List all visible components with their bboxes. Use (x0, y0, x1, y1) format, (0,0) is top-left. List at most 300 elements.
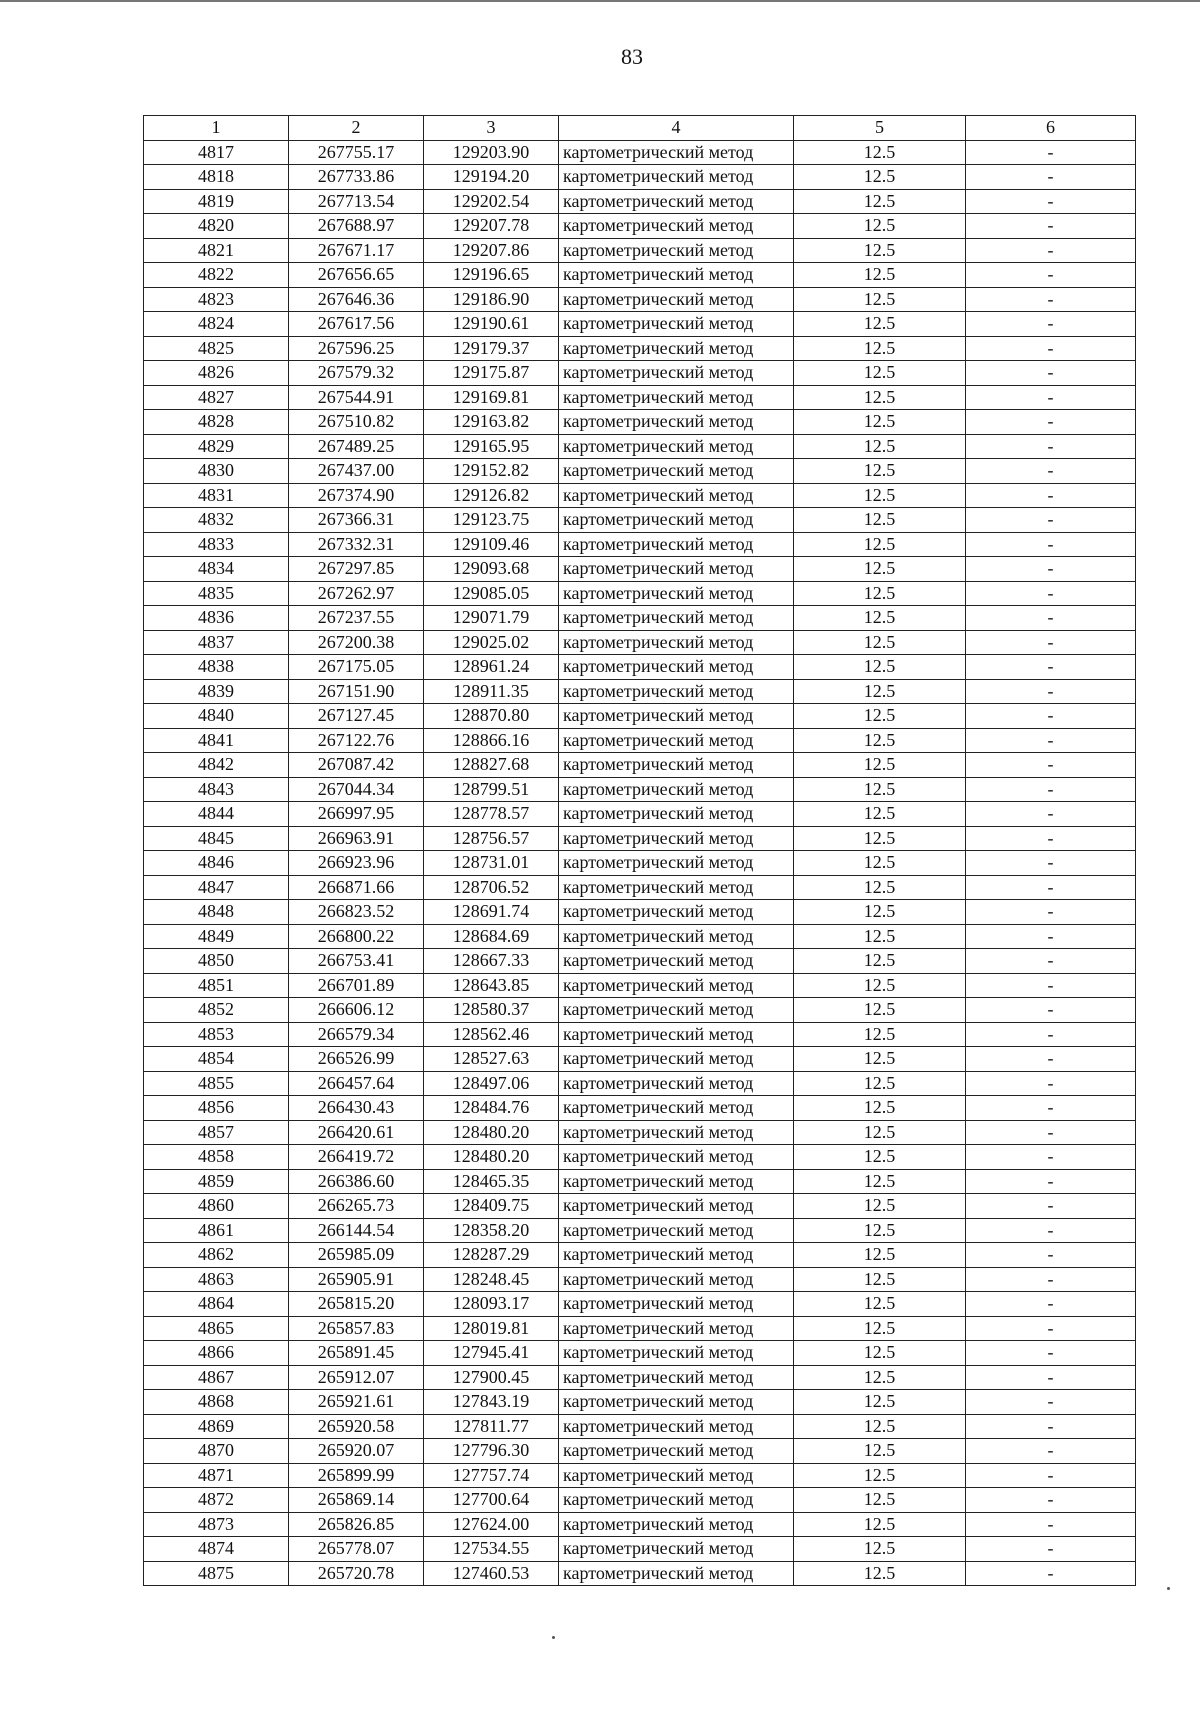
accuracy-cell: 12.5 (794, 1047, 966, 1072)
method-cell: картометрический метод (559, 385, 794, 410)
x-coordinate-cell: 267617.56 (289, 312, 424, 337)
point-number-cell: 4857 (144, 1120, 289, 1145)
point-number-cell: 4856 (144, 1096, 289, 1121)
method-cell: картометрический метод (559, 1267, 794, 1292)
y-coordinate-cell: 129207.78 (424, 214, 559, 239)
method-cell: картометрический метод (559, 900, 794, 925)
note-cell: - (966, 777, 1136, 802)
x-coordinate-cell: 265920.58 (289, 1414, 424, 1439)
accuracy-cell: 12.5 (794, 410, 966, 435)
method-cell: картометрический метод (559, 214, 794, 239)
note-cell: - (966, 459, 1136, 484)
method-cell: картометрический метод (559, 704, 794, 729)
point-number-cell: 4835 (144, 581, 289, 606)
x-coordinate-cell: 267127.45 (289, 704, 424, 729)
point-number-cell: 4869 (144, 1414, 289, 1439)
method-cell: картометрический метод (559, 924, 794, 949)
y-coordinate-cell: 127757.74 (424, 1463, 559, 1488)
x-coordinate-cell: 267510.82 (289, 410, 424, 435)
x-coordinate-cell: 267544.91 (289, 385, 424, 410)
table-row (144, 1488, 1136, 1513)
point-number-cell: 4833 (144, 532, 289, 557)
method-cell: картометрический метод (559, 973, 794, 998)
x-coordinate-cell: 267596.25 (289, 336, 424, 361)
accuracy-cell: 12.5 (794, 483, 966, 508)
point-number-cell: 4842 (144, 753, 289, 778)
x-coordinate-cell: 267656.65 (289, 263, 424, 288)
accuracy-cell: 12.5 (794, 1218, 966, 1243)
x-coordinate-cell: 266701.89 (289, 973, 424, 998)
accuracy-cell: 12.5 (794, 1439, 966, 1464)
x-coordinate-cell: 267175.05 (289, 655, 424, 680)
y-coordinate-cell: 129071.79 (424, 606, 559, 631)
accuracy-cell: 12.5 (794, 655, 966, 680)
point-number-cell: 4848 (144, 900, 289, 925)
point-number-cell: 4874 (144, 1537, 289, 1562)
accuracy-cell: 12.5 (794, 1071, 966, 1096)
note-cell: - (966, 851, 1136, 876)
method-cell: картометрический метод (559, 777, 794, 802)
scan-speck (552, 1636, 555, 1639)
accuracy-cell: 12.5 (794, 557, 966, 582)
y-coordinate-cell: 128911.35 (424, 679, 559, 704)
accuracy-cell: 12.5 (794, 679, 966, 704)
x-coordinate-cell: 265720.78 (289, 1561, 424, 1586)
table-row (144, 1439, 1136, 1464)
x-coordinate-cell: 265921.61 (289, 1390, 424, 1415)
accuracy-cell: 12.5 (794, 312, 966, 337)
method-cell: картометрический метод (559, 1463, 794, 1488)
point-number-cell: 4870 (144, 1439, 289, 1464)
note-cell: - (966, 1488, 1136, 1513)
accuracy-cell: 12.5 (794, 1561, 966, 1586)
point-number-cell: 4863 (144, 1267, 289, 1292)
method-cell: картометрический метод (559, 165, 794, 190)
accuracy-cell: 12.5 (794, 1194, 966, 1219)
note-cell: - (966, 1120, 1136, 1145)
note-cell: - (966, 826, 1136, 851)
note-cell: - (966, 312, 1136, 337)
note-cell: - (966, 581, 1136, 606)
note-cell: - (966, 630, 1136, 655)
x-coordinate-cell: 266800.22 (289, 924, 424, 949)
y-coordinate-cell: 129203.90 (424, 140, 559, 165)
y-coordinate-cell: 127460.53 (424, 1561, 559, 1586)
note-cell: - (966, 704, 1136, 729)
note-cell: - (966, 1218, 1136, 1243)
x-coordinate-cell: 267755.17 (289, 140, 424, 165)
method-cell: картометрический метод (559, 1243, 794, 1268)
point-number-cell: 4875 (144, 1561, 289, 1586)
note-cell: - (966, 875, 1136, 900)
x-coordinate-cell: 267122.76 (289, 728, 424, 753)
x-coordinate-cell: 267713.54 (289, 189, 424, 214)
table-row (144, 581, 1136, 606)
x-coordinate-cell: 267332.31 (289, 532, 424, 557)
header-cell: 3 (424, 116, 559, 141)
note-cell: - (966, 1292, 1136, 1317)
table-row (144, 361, 1136, 386)
table-row (144, 1218, 1136, 1243)
x-coordinate-cell: 266457.64 (289, 1071, 424, 1096)
y-coordinate-cell: 128480.20 (424, 1145, 559, 1170)
note-cell: - (966, 1414, 1136, 1439)
table-row (144, 704, 1136, 729)
table-row (144, 1561, 1136, 1586)
x-coordinate-cell: 266606.12 (289, 998, 424, 1023)
note-cell: - (966, 606, 1136, 631)
point-number-cell: 4849 (144, 924, 289, 949)
y-coordinate-cell: 128684.69 (424, 924, 559, 949)
method-cell: картометрический метод (559, 434, 794, 459)
accuracy-cell: 12.5 (794, 777, 966, 802)
y-coordinate-cell: 128287.29 (424, 1243, 559, 1268)
x-coordinate-cell: 267151.90 (289, 679, 424, 704)
x-coordinate-cell: 267366.31 (289, 508, 424, 533)
method-cell: картометрический метод (559, 1316, 794, 1341)
note-cell: - (966, 140, 1136, 165)
method-cell: картометрический метод (559, 655, 794, 680)
accuracy-cell: 12.5 (794, 1463, 966, 1488)
point-number-cell: 4832 (144, 508, 289, 533)
point-number-cell: 4840 (144, 704, 289, 729)
note-cell: - (966, 728, 1136, 753)
table-row (144, 1414, 1136, 1439)
header-cell: 1 (144, 116, 289, 141)
note-cell: - (966, 1365, 1136, 1390)
method-cell: картометрический метод (559, 410, 794, 435)
y-coordinate-cell: 129126.82 (424, 483, 559, 508)
table-row (144, 1071, 1136, 1096)
y-coordinate-cell: 128706.52 (424, 875, 559, 900)
method-cell: картометрический метод (559, 1414, 794, 1439)
accuracy-cell: 12.5 (794, 385, 966, 410)
method-cell: картометрический метод (559, 263, 794, 288)
note-cell: - (966, 973, 1136, 998)
accuracy-cell: 12.5 (794, 165, 966, 190)
y-coordinate-cell: 129163.82 (424, 410, 559, 435)
y-coordinate-cell: 127945.41 (424, 1341, 559, 1366)
point-number-cell: 4867 (144, 1365, 289, 1390)
x-coordinate-cell: 265778.07 (289, 1537, 424, 1562)
y-coordinate-cell: 129025.02 (424, 630, 559, 655)
table-row (144, 410, 1136, 435)
method-cell: картометрический метод (559, 557, 794, 582)
accuracy-cell: 12.5 (794, 238, 966, 263)
table-row (144, 1365, 1136, 1390)
table-body (144, 140, 1136, 1586)
header-cell: 6 (966, 116, 1136, 141)
point-number-cell: 4824 (144, 312, 289, 337)
y-coordinate-cell: 128643.85 (424, 973, 559, 998)
accuracy-cell: 12.5 (794, 753, 966, 778)
point-number-cell: 4846 (144, 851, 289, 876)
accuracy-cell: 12.5 (794, 1292, 966, 1317)
accuracy-cell: 12.5 (794, 214, 966, 239)
y-coordinate-cell: 128093.17 (424, 1292, 559, 1317)
y-coordinate-cell: 128961.24 (424, 655, 559, 680)
table-row (144, 238, 1136, 263)
accuracy-cell: 12.5 (794, 973, 966, 998)
y-coordinate-cell: 128527.63 (424, 1047, 559, 1072)
method-cell: картометрический метод (559, 1120, 794, 1145)
x-coordinate-cell: 267374.90 (289, 483, 424, 508)
accuracy-cell: 12.5 (794, 263, 966, 288)
method-cell: картометрический метод (559, 312, 794, 337)
y-coordinate-cell: 128409.75 (424, 1194, 559, 1219)
note-cell: - (966, 949, 1136, 974)
x-coordinate-cell: 267671.17 (289, 238, 424, 263)
table-row (144, 753, 1136, 778)
method-cell: картометрический метод (559, 728, 794, 753)
accuracy-cell: 12.5 (794, 361, 966, 386)
method-cell: картометрический метод (559, 1218, 794, 1243)
table-row (144, 1537, 1136, 1562)
point-number-cell: 4843 (144, 777, 289, 802)
point-number-cell: 4838 (144, 655, 289, 680)
point-number-cell: 4825 (144, 336, 289, 361)
point-number-cell: 4851 (144, 973, 289, 998)
table-row (144, 1463, 1136, 1488)
accuracy-cell: 12.5 (794, 1537, 966, 1562)
table-row (144, 655, 1136, 680)
note-cell: - (966, 1047, 1136, 1072)
y-coordinate-cell: 128827.68 (424, 753, 559, 778)
header-cell: 4 (559, 116, 794, 141)
x-coordinate-cell: 267200.38 (289, 630, 424, 655)
x-coordinate-cell: 266420.61 (289, 1120, 424, 1145)
accuracy-cell: 12.5 (794, 1096, 966, 1121)
point-number-cell: 4847 (144, 875, 289, 900)
note-cell: - (966, 1096, 1136, 1121)
coordinates-table (143, 115, 1136, 1586)
note-cell: - (966, 900, 1136, 925)
y-coordinate-cell: 129190.61 (424, 312, 559, 337)
y-coordinate-cell: 128484.76 (424, 1096, 559, 1121)
x-coordinate-cell: 265920.07 (289, 1439, 424, 1464)
x-coordinate-cell: 265815.20 (289, 1292, 424, 1317)
point-number-cell: 4862 (144, 1243, 289, 1268)
method-cell: картометрический метод (559, 630, 794, 655)
y-coordinate-cell: 127843.19 (424, 1390, 559, 1415)
note-cell: - (966, 263, 1136, 288)
point-number-cell: 4859 (144, 1169, 289, 1194)
point-number-cell: 4861 (144, 1218, 289, 1243)
y-coordinate-cell: 128248.45 (424, 1267, 559, 1292)
note-cell: - (966, 1022, 1136, 1047)
method-cell: картометрический метод (559, 679, 794, 704)
x-coordinate-cell: 265857.83 (289, 1316, 424, 1341)
note-cell: - (966, 434, 1136, 459)
accuracy-cell: 12.5 (794, 1365, 966, 1390)
point-number-cell: 4866 (144, 1341, 289, 1366)
x-coordinate-cell: 267297.85 (289, 557, 424, 582)
accuracy-cell: 12.5 (794, 728, 966, 753)
note-cell: - (966, 753, 1136, 778)
accuracy-cell: 12.5 (794, 508, 966, 533)
table-row (144, 924, 1136, 949)
x-coordinate-cell: 267489.25 (289, 434, 424, 459)
note-cell: - (966, 385, 1136, 410)
method-cell: картометрический метод (559, 336, 794, 361)
y-coordinate-cell: 128580.37 (424, 998, 559, 1023)
table-row (144, 1341, 1136, 1366)
y-coordinate-cell: 129169.81 (424, 385, 559, 410)
y-coordinate-cell: 128667.33 (424, 949, 559, 974)
accuracy-cell: 12.5 (794, 336, 966, 361)
y-coordinate-cell: 127796.30 (424, 1439, 559, 1464)
note-cell: - (966, 1194, 1136, 1219)
accuracy-cell: 12.5 (794, 1145, 966, 1170)
note-cell: - (966, 998, 1136, 1023)
note-cell: - (966, 1537, 1136, 1562)
accuracy-cell: 12.5 (794, 998, 966, 1023)
x-coordinate-cell: 266963.91 (289, 826, 424, 851)
point-number-cell: 4871 (144, 1463, 289, 1488)
note-cell: - (966, 1390, 1136, 1415)
point-number-cell: 4823 (144, 287, 289, 312)
page-number: 83 (621, 44, 643, 69)
accuracy-cell: 12.5 (794, 704, 966, 729)
table-row (144, 312, 1136, 337)
y-coordinate-cell: 127811.77 (424, 1414, 559, 1439)
x-coordinate-cell: 266823.52 (289, 900, 424, 925)
method-cell: картометрический метод (559, 1537, 794, 1562)
table-row (144, 777, 1136, 802)
table-row (144, 1267, 1136, 1292)
header-cell: 2 (289, 116, 424, 141)
note-cell: - (966, 557, 1136, 582)
accuracy-cell: 12.5 (794, 1243, 966, 1268)
point-number-cell: 4873 (144, 1512, 289, 1537)
method-cell: картометрический метод (559, 1365, 794, 1390)
x-coordinate-cell: 266923.96 (289, 851, 424, 876)
point-number-cell: 4852 (144, 998, 289, 1023)
accuracy-cell: 12.5 (794, 1120, 966, 1145)
y-coordinate-cell: 129196.65 (424, 263, 559, 288)
point-number-cell: 4821 (144, 238, 289, 263)
y-coordinate-cell: 128799.51 (424, 777, 559, 802)
x-coordinate-cell: 265899.99 (289, 1463, 424, 1488)
point-number-cell: 4834 (144, 557, 289, 582)
y-coordinate-cell: 127624.00 (424, 1512, 559, 1537)
note-cell: - (966, 410, 1136, 435)
accuracy-cell: 12.5 (794, 140, 966, 165)
y-coordinate-cell: 129186.90 (424, 287, 559, 312)
note-cell: - (966, 1561, 1136, 1586)
method-cell: картометрический метод (559, 998, 794, 1023)
scan-speck (1167, 1587, 1170, 1590)
x-coordinate-cell: 266144.54 (289, 1218, 424, 1243)
point-number-cell: 4819 (144, 189, 289, 214)
table-row (144, 1022, 1136, 1047)
point-number-cell: 4822 (144, 263, 289, 288)
note-cell: - (966, 1341, 1136, 1366)
point-number-cell: 4839 (144, 679, 289, 704)
table-row (144, 532, 1136, 557)
point-number-cell: 4868 (144, 1390, 289, 1415)
y-coordinate-cell: 128778.57 (424, 802, 559, 827)
accuracy-cell: 12.5 (794, 802, 966, 827)
point-number-cell: 4844 (144, 802, 289, 827)
point-number-cell: 4827 (144, 385, 289, 410)
accuracy-cell: 12.5 (794, 900, 966, 925)
y-coordinate-cell: 129085.05 (424, 581, 559, 606)
x-coordinate-cell: 266871.66 (289, 875, 424, 900)
table-row (144, 140, 1136, 165)
method-cell: картометрический метод (559, 1488, 794, 1513)
x-coordinate-cell: 266430.43 (289, 1096, 424, 1121)
note-cell: - (966, 655, 1136, 680)
table-row (144, 214, 1136, 239)
method-cell: картометрический метод (559, 361, 794, 386)
y-coordinate-cell: 128691.74 (424, 900, 559, 925)
x-coordinate-cell: 265912.07 (289, 1365, 424, 1390)
point-number-cell: 4855 (144, 1071, 289, 1096)
x-coordinate-cell: 267733.86 (289, 165, 424, 190)
x-coordinate-cell: 266265.73 (289, 1194, 424, 1219)
accuracy-cell: 12.5 (794, 1341, 966, 1366)
method-cell: картометрический метод (559, 851, 794, 876)
accuracy-cell: 12.5 (794, 1267, 966, 1292)
accuracy-cell: 12.5 (794, 851, 966, 876)
note-cell: - (966, 336, 1136, 361)
x-coordinate-cell: 267579.32 (289, 361, 424, 386)
y-coordinate-cell: 129202.54 (424, 189, 559, 214)
point-number-cell: 4864 (144, 1292, 289, 1317)
table-row (144, 1512, 1136, 1537)
method-cell: картометрический метод (559, 508, 794, 533)
table-row (144, 1243, 1136, 1268)
table-row (144, 949, 1136, 974)
method-cell: картометрический метод (559, 1145, 794, 1170)
table-row (144, 1194, 1136, 1219)
x-coordinate-cell: 267437.00 (289, 459, 424, 484)
y-coordinate-cell: 128756.57 (424, 826, 559, 851)
table-row (144, 557, 1136, 582)
accuracy-cell: 12.5 (794, 1390, 966, 1415)
note-cell: - (966, 483, 1136, 508)
x-coordinate-cell: 265985.09 (289, 1243, 424, 1268)
point-number-cell: 4818 (144, 165, 289, 190)
x-coordinate-cell: 266579.34 (289, 1022, 424, 1047)
scan-top-edge (0, 0, 1200, 2)
note-cell: - (966, 508, 1136, 533)
table-row (144, 1120, 1136, 1145)
method-cell: картометрический метод (559, 1390, 794, 1415)
point-number-cell: 4817 (144, 140, 289, 165)
table-row (144, 483, 1136, 508)
accuracy-cell: 12.5 (794, 1316, 966, 1341)
y-coordinate-cell: 128497.06 (424, 1071, 559, 1096)
x-coordinate-cell: 266526.99 (289, 1047, 424, 1072)
method-cell: картометрический метод (559, 581, 794, 606)
table-row (144, 606, 1136, 631)
y-coordinate-cell: 128358.20 (424, 1218, 559, 1243)
table-row (144, 851, 1136, 876)
accuracy-cell: 12.5 (794, 459, 966, 484)
table-row (144, 459, 1136, 484)
y-coordinate-cell: 128731.01 (424, 851, 559, 876)
accuracy-cell: 12.5 (794, 532, 966, 557)
method-cell: картометрический метод (559, 1071, 794, 1096)
accuracy-cell: 12.5 (794, 875, 966, 900)
note-cell: - (966, 1169, 1136, 1194)
point-number-cell: 4837 (144, 630, 289, 655)
note-cell: - (966, 1316, 1136, 1341)
accuracy-cell: 12.5 (794, 287, 966, 312)
note-cell: - (966, 924, 1136, 949)
